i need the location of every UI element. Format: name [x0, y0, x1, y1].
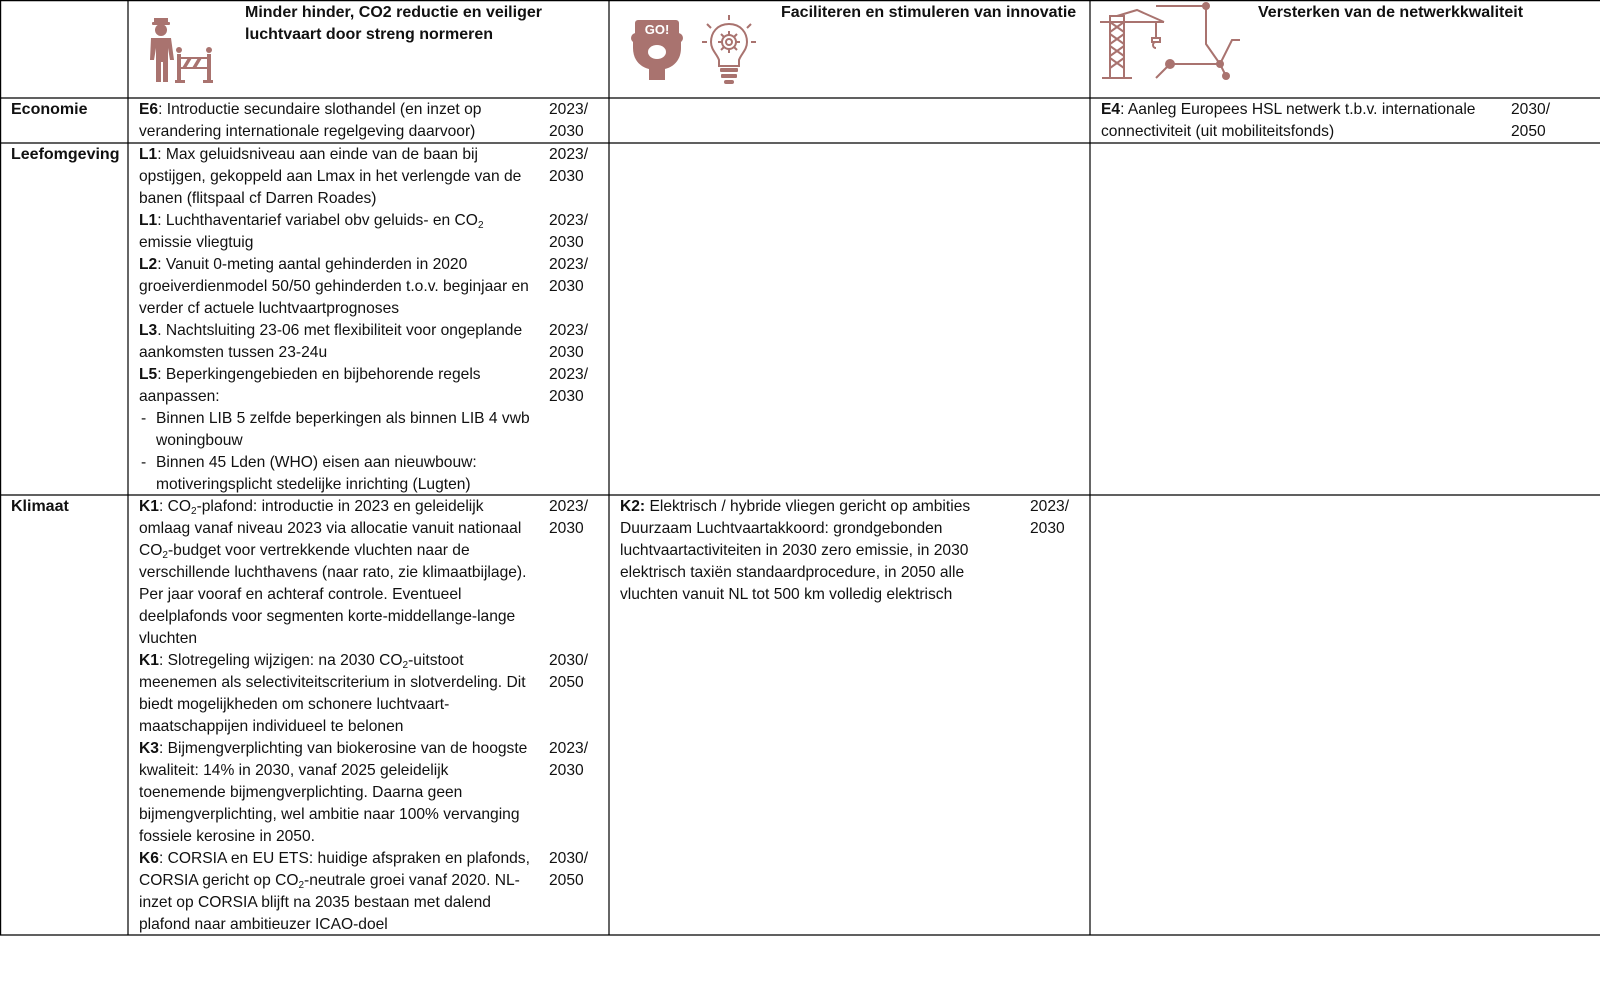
- measure-text: : Bijmengverplichting van biokerosine van de hoogste kwaliteit: 14% in 2030, vanaf 2025 geleidelijk toenemende bijmengverplichting. Daarna geen bijmengverplichting, wel ambitie naar 100% vervanging fossiele kerosine in 2050.: [139, 740, 528, 845]
- measure-code: K2:: [620, 498, 646, 515]
- measure-code: E6: [139, 101, 159, 118]
- measure-text: emissie vliegtuig: [139, 234, 254, 251]
- header-corner: [0, 0, 128, 98]
- measure-text: -neutrale groei vanaf 2020. NL-inzet op CORSIA blijft na 2035 bestaan met dalend plafond naar ambitieuzer ICAO-doel: [139, 872, 520, 933]
- measure-text: : Aanleg Europees HSL netwerk t.b.v. internationale connectiviteit (uit mobiliteitsfonds): [1101, 101, 1476, 140]
- header-col1: [128, 0, 609, 98]
- bullet-item: - Binnen 45 Lden (WHO) eisen aan nieuwbouw: motiveringsplicht stedelijke inrichting (Lugten): [139, 452, 531, 496]
- bullet-list: [139, 408, 531, 496]
- measure-code: K3: [139, 740, 159, 757]
- subscript: 2: [298, 880, 305, 891]
- measure-entry: [620, 496, 1086, 606]
- cell-economie-netwerk: [1101, 99, 1596, 143]
- cell-klimaat-innovatie: [620, 496, 1086, 606]
- measure-text: : Introductie secundaire slothandel (en inzet op verandering internationale regelgeving daarvoor): [139, 101, 482, 140]
- measure-text: Elektrisch / hybride vliegen gericht op ambities Duurzaam Luchtvaartakkoord: grondgebonden luchtvaartactiviteiten in 2030 zero emissie, in 2030 elektrisch taxiën standaardprocedure, in 2050 alle vluchten vanuit NL tot 500 km volledig elektrisch: [620, 498, 971, 603]
- measure-text: : CORSIA en EU ETS: huidige afspraken en plafonds, CORSIA gericht op CO: [139, 850, 530, 889]
- go-sign-icon: [631, 18, 683, 82]
- measure-years: 2023/ 2030: [549, 212, 589, 251]
- measure-text: : Slotregeling wijzigen: na 2030 CO: [158, 652, 403, 669]
- measure-years: 2023/ 2030: [549, 101, 589, 140]
- measure-code: L2: [139, 256, 158, 273]
- measure-text: -budget voor vertrekkende vluchten naar de verschillende luchthavens (naar rato, zie klimaatbijlage). Per jaar vooraf en achteraf controle. Eventueel deelplafonds voor segmenten korte-middellange-lange vluchten: [139, 542, 527, 647]
- measure-years: 2030/ 2050: [549, 850, 589, 889]
- measure-years: 2023/ 2030: [549, 498, 589, 537]
- measure-entry: [139, 320, 605, 364]
- measure-code: K1: [139, 498, 159, 515]
- measure-years: 2030/ 2050: [549, 652, 589, 691]
- measure-code: L1: [139, 146, 158, 163]
- measure-years: 2030/ 2050: [1511, 101, 1551, 140]
- measure-years: 2023/ 2030: [549, 366, 589, 405]
- measure-entry: [139, 144, 605, 210]
- network-nodes-icon: [1150, 0, 1250, 84]
- subscript: 2: [477, 220, 484, 231]
- header-col3: [1090, 0, 1600, 98]
- cell-klimaat-normeren: [139, 496, 605, 936]
- header-title-normeren: Minder hinder, CO2 reductie en veiliger luchtvaart door streng normeren: [245, 4, 542, 43]
- measure-entry: [1101, 99, 1596, 143]
- measure-code: K6: [139, 850, 159, 867]
- measure-years: 2023/ 2030: [1030, 498, 1070, 537]
- measure-text: -uitstoot meenemen als selectiviteitscriterium in slotverdeling. Dit biedt mogelijkheden om schonere luchtvaart-maatschappijen individueel te belonen: [139, 652, 526, 735]
- lightbulb-gear-icon: [701, 14, 757, 86]
- road-barrier-icon: [174, 46, 214, 84]
- go-badge-text: GO!: [644, 22, 670, 37]
- row-label-klimaat: Klimaat: [11, 498, 69, 515]
- measure-years: 2023/ 2030: [549, 740, 589, 779]
- measure-code: L5: [139, 366, 158, 383]
- measure-text: -plafond: introductie in 2023 en geleidelijk omlaag vanaf niveau 2023 via allocatie vanuit nationaal CO: [139, 498, 522, 559]
- cell-leefomgeving-normeren: [139, 144, 605, 496]
- measure-entry: [139, 650, 605, 738]
- header-title-netwerkkwaliteit: Versterken van de netwerkkwaliteit: [1258, 4, 1524, 21]
- row-label-economie: Economie: [11, 101, 88, 118]
- measure-text: : Beperkingengebieden en bijbehorende regels aanpassen:: [139, 366, 481, 405]
- measure-entry: [139, 848, 605, 936]
- measure-entry: [139, 738, 605, 848]
- measure-code: E4: [1101, 101, 1121, 118]
- measure-entry: [139, 99, 605, 143]
- measure-text: : Vanuit 0-meting aantal gehinderden in 2020 groeiverdienmodel 50/50 gehinderden t.o.v. beginjaar en verder cf actuele luchtvaartprognoses: [139, 256, 529, 317]
- subscript: 2: [191, 506, 197, 517]
- measure-years: 2023/ 2030: [549, 322, 589, 361]
- bullet-item: - Binnen LIB 5 zelfde beperkingen als binnen LIB 4 vwb woningbouw: [139, 408, 531, 452]
- measure-entry: [139, 254, 605, 320]
- measure-entry: [139, 364, 605, 496]
- header-col2: [609, 0, 1090, 98]
- measure-entry: [139, 210, 605, 254]
- subscript: 2: [402, 660, 409, 671]
- measure-years: 2023/ 2030: [549, 146, 589, 185]
- measure-text: : CO: [158, 498, 191, 515]
- cell-economie-normeren: [139, 99, 605, 143]
- measure-years: 2023/ 2030: [549, 256, 589, 295]
- row-label-leefomgeving: Leefomgeving: [11, 146, 120, 163]
- measure-code: L3: [139, 322, 158, 339]
- measure-entry: [139, 496, 605, 650]
- measure-text: : Max geluidsniveau aan einde van de baan bij opstijgen, gekoppeld aan Lmax in het verlengde van de banen (flitspaal cf Darren Roades): [139, 146, 522, 207]
- measure-text: : Luchthaventarief variabel obv geluids- en CO: [157, 212, 478, 229]
- measure-code: L1: [139, 212, 158, 229]
- measure-code: K1: [139, 652, 159, 669]
- header-title-innovatie: Faciliteren en stimuleren van innovatie: [781, 4, 1077, 21]
- subscript: 2: [162, 550, 168, 561]
- measure-text: . Nachtsluiting 23-06 met flexibiliteit voor ongeplande aankomsten tussen 23-24u: [139, 322, 523, 361]
